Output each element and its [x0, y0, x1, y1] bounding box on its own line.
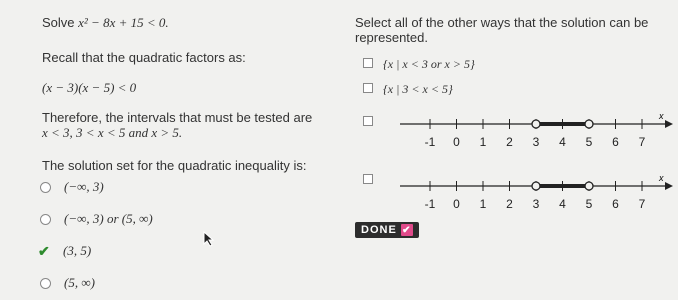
open-endpoint: [532, 120, 540, 128]
tick-label: 6: [612, 197, 619, 211]
option-4[interactable]: [40, 275, 95, 291]
problem-statement: [42, 15, 169, 31]
tick-label: 4: [559, 135, 566, 149]
option-label: (−∞, 3) or (5, ∞): [64, 211, 153, 226]
choice-3-checkbox[interactable]: [363, 113, 383, 131]
tick-label: 3: [532, 135, 540, 149]
open-endpoint: [585, 120, 593, 128]
choice-2[interactable]: [363, 82, 453, 97]
factored-inequality: (x − 3)(x − 5) < 0: [42, 80, 137, 95]
tick-label: 2: [506, 135, 513, 149]
option-label: (5, ∞): [64, 275, 95, 290]
problem-equation: x² − 8x + 15 < 0.: [78, 15, 169, 30]
axis-var: x: [659, 173, 664, 183]
tick-label: 7: [638, 197, 646, 211]
choice-4-checkbox[interactable]: [363, 171, 383, 189]
intervals-line-1: Therefore, the intervals that must be tested are: [42, 110, 313, 125]
tick-label: 1: [479, 197, 487, 211]
problem-prefix: Solve: [42, 15, 79, 30]
option-label: (3, 5): [63, 243, 92, 258]
intervals-line-2: x < 3, 3 < x < 5 and x > 5.: [42, 125, 183, 140]
tick-label: 0: [453, 197, 460, 211]
solution-prompt: The solution set for the quadratic inequality is:: [42, 158, 307, 173]
open-endpoint: [585, 182, 593, 190]
number-line-2[interactable]: [395, 172, 675, 217]
recall-text: Recall that the quadratic factors as:: [42, 50, 246, 65]
tick-label: 2: [506, 197, 513, 211]
checkbox[interactable]: [363, 116, 373, 126]
choice-label: {x | x < 3 or x > 5}: [383, 57, 475, 71]
right-prompt-line-2: represented.: [355, 30, 428, 45]
option-3[interactable]: [38, 243, 91, 259]
option-1[interactable]: [40, 179, 104, 195]
choice-1[interactable]: [363, 57, 475, 72]
tick-label: 5: [585, 135, 593, 149]
check-icon: ✔: [38, 242, 50, 259]
radio-button[interactable]: [40, 214, 51, 225]
radio-button[interactable]: [40, 278, 51, 289]
open-endpoint: [532, 182, 540, 190]
tick-label: -1: [424, 135, 436, 149]
tick-label: 6: [612, 135, 619, 149]
radio-button[interactable]: [40, 182, 51, 193]
tick-label: 3: [532, 197, 540, 211]
axis-var: x: [659, 111, 664, 121]
done-label: DONE: [361, 224, 397, 236]
tick-label: 4: [559, 197, 566, 211]
right-prompt-line-1: Select all of the other ways that the solution can be: [355, 15, 649, 30]
check-icon: ✔: [402, 224, 412, 236]
tick-label: 0: [453, 135, 460, 149]
tick-label: -1: [424, 197, 436, 211]
checkbox[interactable]: [363, 58, 373, 68]
option-2[interactable]: [40, 211, 153, 227]
checkbox[interactable]: [363, 174, 373, 184]
done-button[interactable]: [355, 222, 419, 238]
checkbox[interactable]: [363, 83, 373, 93]
cursor-icon: [203, 231, 215, 247]
tick-label: 5: [585, 197, 593, 211]
tick-label: 7: [638, 135, 646, 149]
option-label: (−∞, 3): [64, 179, 104, 194]
choice-label: {x | 3 < x < 5}: [383, 82, 453, 96]
number-line-1[interactable]: [395, 110, 675, 155]
tick-label: 1: [479, 135, 487, 149]
